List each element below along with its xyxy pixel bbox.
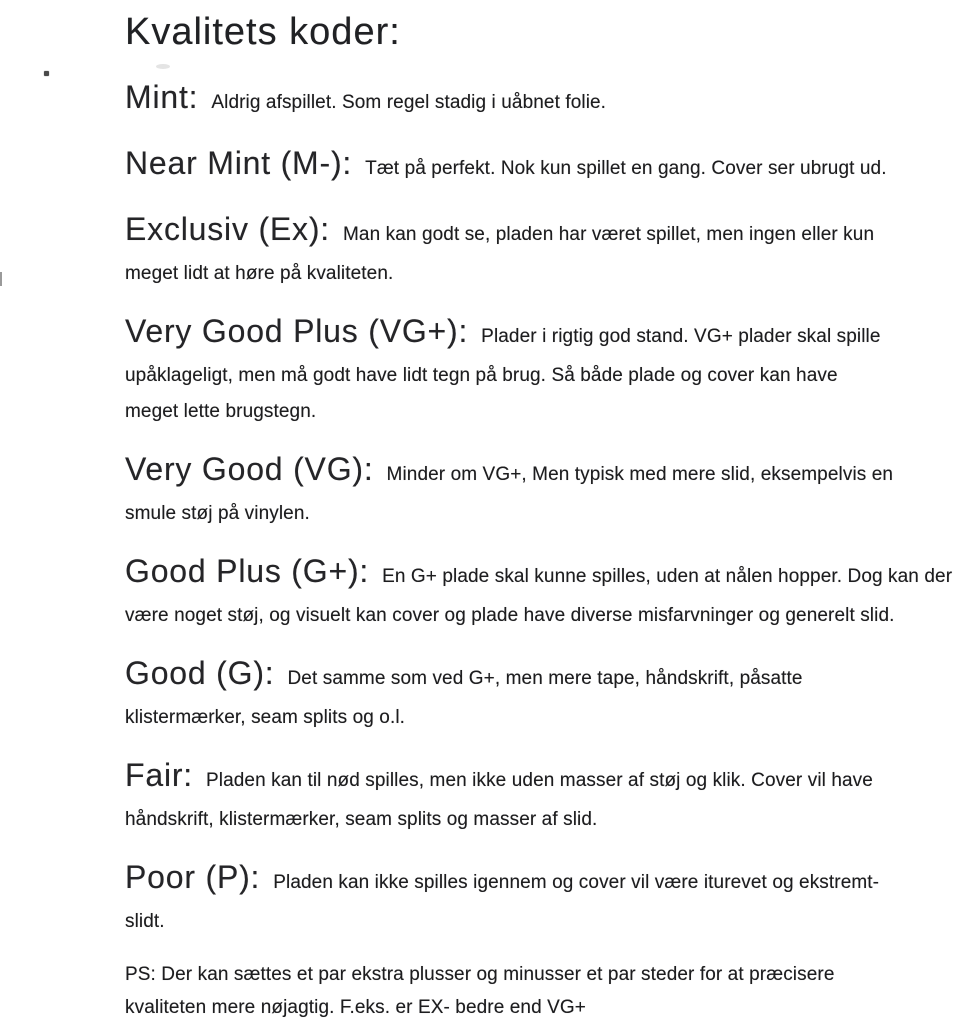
grade-description: Man kan godt se, pladen har været spillet, men ingen eller kun	[343, 224, 875, 245]
grade-description-line: håndskrift, klistermærker, seam splits og masser af slid.	[125, 809, 598, 830]
grade-description: En G+ plade skal kunne spilles, uden at nålen hopper. Dog kan der	[382, 566, 953, 587]
grade-term: Good (G):	[125, 655, 275, 691]
scan-artifact-edge-mark	[0, 272, 2, 286]
grade-term: Exclusiv (Ex):	[125, 211, 330, 247]
grade-term: Near Mint (M-):	[125, 145, 353, 181]
grade-line	[125, 652, 915, 700]
grade-description: Plader i rigtig god stand. VG+ plader skal spille	[481, 326, 881, 347]
grade-entry-near-mint	[125, 142, 915, 190]
grade-description: Pladen kan ikke spilles igennem og cover vil være iturevet og ekstremt-	[273, 872, 880, 893]
grade-description: Pladen kan til nød spilles, men ikke uden masser af støj og klik. Cover vil have	[206, 770, 873, 791]
grade-entry-exclusiv	[125, 208, 915, 292]
grade-term: Very Good (VG):	[125, 451, 374, 487]
grade-term: Poor (P):	[125, 859, 261, 895]
grade-term: Fair:	[125, 757, 193, 793]
grade-entry-good	[125, 652, 915, 736]
document-content	[125, 8, 953, 1024]
grade-line	[125, 856, 915, 904]
grade-description-line: upåklageligt, men må godt have lidt tegn på brug. Så både plade og cover kan have	[125, 365, 838, 386]
grade-description: Aldrig afspillet. Som regel stadig i uåbnet folie.	[211, 92, 607, 113]
grade-description-line: være noget støj, og visuelt kan cover og plade have diverse misfarvninger og generelt slid.	[125, 605, 895, 626]
page-title: Kvalitets koder:	[125, 11, 401, 53]
grade-description-line: meget lette brugstegn.	[125, 401, 317, 422]
grade-term: Mint:	[125, 79, 199, 115]
ps-note-line: PS: Der kan sættes et par ekstra plusser og minusser et par steder for at præcisere	[125, 964, 835, 985]
scan-artifact-dot	[44, 71, 49, 76]
grade-description: Tæt på perfekt. Nok kun spillet en gang. Cover ser ubrugt ud.	[365, 158, 887, 179]
grade-line	[125, 76, 915, 124]
grade-term: Good Plus (G+):	[125, 553, 370, 589]
grade-line	[125, 310, 915, 358]
grade-line	[125, 448, 915, 496]
grade-line	[125, 550, 953, 598]
grade-description-line: smule støj på vinylen.	[125, 503, 310, 524]
grade-line	[125, 754, 915, 802]
grade-description: Det samme som ved G+, men mere tape, håndskrift, påsatte	[287, 668, 803, 689]
grade-entry-very-good-plus	[125, 310, 915, 430]
ps-note-line: kvaliteten mere nøjagtig. F.eks. er EX- bedre end VG+	[125, 997, 586, 1018]
grade-term: Very Good Plus (VG+):	[125, 313, 469, 349]
grade-entry-very-good	[125, 448, 915, 532]
grade-entry-poor	[125, 856, 915, 940]
grade-entry-good-plus	[125, 550, 953, 634]
ps-note	[125, 958, 915, 1024]
grade-line	[125, 142, 915, 190]
grade-line	[125, 208, 915, 256]
grade-entry-mint	[125, 76, 915, 124]
grade-description-line: meget lidt at høre på kvaliteten.	[125, 263, 394, 284]
grade-entry-fair	[125, 754, 915, 838]
grade-description: Minder om VG+, Men typisk med mere slid, eksempelvis en	[386, 464, 894, 485]
grade-description-line: klistermærker, seam splits og o.l.	[125, 707, 406, 728]
grade-description-line: slidt.	[125, 911, 165, 932]
